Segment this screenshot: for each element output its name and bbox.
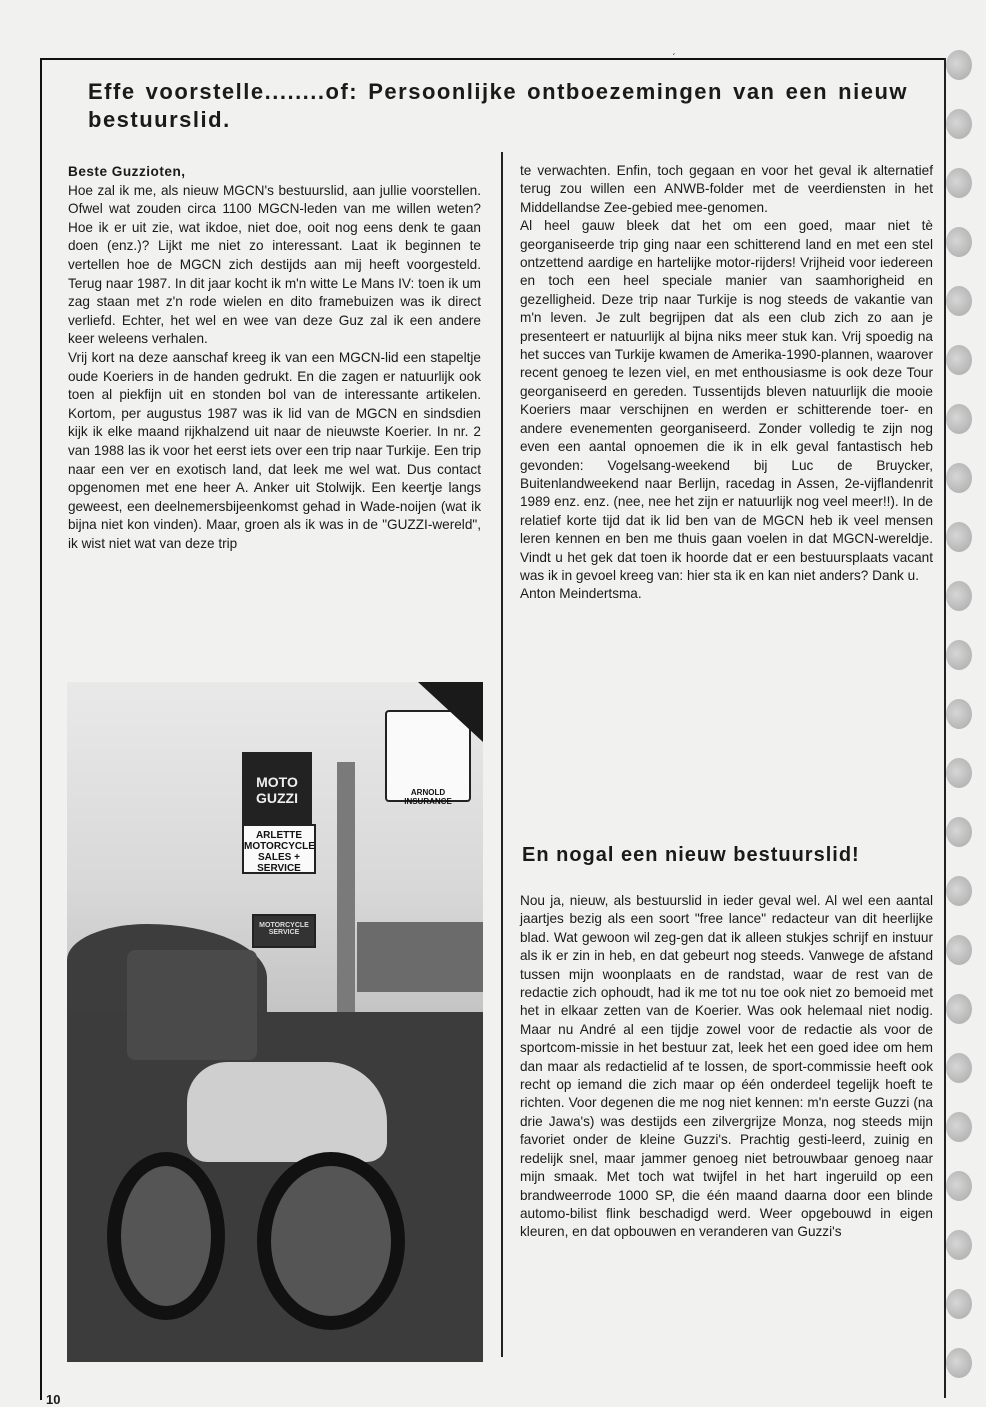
punch-hole: [946, 1230, 972, 1260]
article2-heading: En nogal een nieuw bestuurslid!: [522, 844, 860, 866]
punch-holes: [946, 50, 976, 1402]
punch-hole: [946, 1289, 972, 1319]
punch-hole: [946, 1112, 972, 1142]
article-title: Effe voorstelle........of: Persoonlijke ontboezemingen van een nieuw bestuurslid.: [88, 79, 908, 132]
article1-left-column: [68, 163, 481, 553]
photo-corner: [418, 682, 483, 742]
punch-hole: [946, 994, 972, 1024]
punch-hole: [946, 345, 972, 375]
moto-guzzi-sign: MOTO GUZZI: [242, 752, 312, 826]
column-divider: [501, 152, 503, 1357]
punch-hole: [946, 50, 972, 80]
paragraph: Hoe zal ik me, als nieuw MGCN's bestuurslid, aan jullie voorstellen. Ofwel wat zouden circa 1100 MGCN-leden van me willen weten? Hoe ik er uit zie, wat ikdoe, niet doe, ooit nog eens denk te gaan doen (enz.)? Lijkt me niet zo interessant. Laat ik beginnen te vertellen hoe de MGCN zich destijds aan mij heeft voorgesteld. Terug naar 1987. In dit jaar kocht ik m'n witte Le Mans IV: toen ik um zag staan met z'n rode wielen en dito framebuizen was ik direct verliefd. Echter, het wel en wee van deze Guz zal ik een andere keer weleens verhalen.: [68, 182, 481, 347]
punch-hole: [946, 817, 972, 847]
motorcycle-fairing: [187, 1062, 387, 1162]
insurance-sign: ARNOLD INSURANCE: [385, 710, 471, 802]
punch-hole: [946, 876, 972, 906]
front-wheel: [257, 1152, 405, 1330]
punch-hole: [946, 463, 972, 493]
punch-hole: [946, 522, 972, 552]
signature: Anton Meindertsma.: [520, 586, 642, 602]
service-sign: MOTORCYCLE SERVICE: [252, 914, 316, 948]
punch-hole: [946, 699, 972, 729]
greeting: Beste Guzzioten,: [68, 164, 186, 179]
building: [357, 922, 483, 992]
motorcycle-photo: [67, 682, 483, 1362]
punch-hole: [946, 286, 972, 316]
stray-mark: ˏ: [672, 45, 676, 56]
punch-hole: [946, 581, 972, 611]
punch-hole: [946, 640, 972, 670]
punch-hole: [946, 1348, 972, 1378]
punch-hole: [946, 1053, 972, 1083]
punch-hole: [946, 758, 972, 788]
paragraph: Nou ja, nieuw, als bestuurslid in ieder geval wel. Al wel een aantal jaartjes bezig als een soort "free lance" redacteur van dit heerlijke blad. Wat gewoon wil zeg-gen dat ik alleen stukjes schrijf en instuur als ik er zin in heb, en dat gebeurt nog steeds. Vanwege de afstand tussen mijn woonplaats en de randstad, waar de rest van de redactie zich ophoudt, had ik me tot nu toe ook niet zo bemoeid met het in elkaar zetten van de Koerier. Was ook helemaal niet nodig. Maar nu André al een tijdje zowel voor de redactie als voor de sportcom-missie in het bestuur zat, leek het een goed idee om hem dan maar als redactielid af te lossen, de sport-commissie heeft ook recht op iemand die zich maar op één onderdeel tegelijk hoeft te richten. Voor degenen die me nog niet kennen: m'n eerste Guzzi (na drie Jawa's) was destijds een zilvergrijze Monza, nog steeds mijn favoriet onder de kleine Guzzi's. Prachtig gesti-leerd, zuinig en redelijk snel, maar jammer genoeg niet betrouwbaar genoeg naar mijn smaak. Met toch wat twijfel in het hart ingeruild op een brandweerrode 1000 SP, die één maand daarna door een blinde automo-bilist flink beschadigd werd. Weer opgebouwd in eigen kleuren, en dat opbouwen en veranderen van Guzzi's: [520, 893, 933, 1240]
paragraph: Al heel gauw bleek dat het om een goed, maar niet tè georganiseerde trip ging naar een schitterend land en met een stel ontzettend aardige en hartelijke motor-rijders! Vrijheid voor iedereen en toch een heel speciale manier van saamhorigheid en gezelligheid. Deze trip naar Turkije is nog steeds de vakantie van m'n leven. Je zult begrijpen dat als een club zich zo aan je presenteert er natuurlijk al bijna niks meer stuk kan. Vrij spoedig na het succes van Turkije kwamen de Amerika-1990-plannen, waarover recent genoeg te lezen viel, en met enthousiasme is ook deze Tour georganiseerd en gereden. Tussentijds bleven natuurlijk die mooie Koeriers maar verschijnen en werden er schitterende toer- en andere evenementen georganiseerd. Zonder volledig te zijn nog even een aantal opnoemen die ik in elk geval fantastisch heb gevonden: Vogelsang-weekend bij Luc de Bruycker, Buitenlandweekend naar Berlijn, racedag in Assen, 2e-vijflandenrit 1989 enz. enz. (nee, nee het zijn er natuurlijk nog veel meer!!). In de relatief korte tijd dat ik lid ben van de MGCN heb ik veel mensen leren kennen en ben me thuis gaan voelen in dat MGCN-wereldje. Vindt u het gek dat toen ik hoorde dat er een bestuursplaats vacant was ik in gevoel kreeg van: hier sta ik en kan niet anders? Dank u.: [520, 218, 933, 583]
punch-hole: [946, 935, 972, 965]
punch-hole: [946, 1171, 972, 1201]
punch-hole: [946, 109, 972, 139]
paragraph: te verwachten. Enfin, toch gegaan en voor het geval ik alternatief terug zou willen een ANWB-folder met de veerdiensten in het Middellandse Zee-gebied mee-genomen.: [520, 163, 933, 215]
punch-hole: [946, 168, 972, 198]
page-number: 10: [46, 1392, 61, 1407]
punch-hole: [946, 227, 972, 257]
article2-column: [520, 892, 933, 1242]
arlette-sign: ARLETTE MOTORCYCLE SALES + SERVICE: [242, 824, 316, 874]
punch-hole: [946, 404, 972, 434]
article1-right-column: [520, 162, 933, 604]
motorcycle-topcase: [127, 950, 257, 1060]
rear-wheel: [107, 1152, 225, 1320]
paragraph: Vrij kort na deze aanschaf kreeg ik van een MGCN-lid een stapeltje oude Koeriers in de handen gedrukt. En die zagen er natuurlijk ook toen al piekfijn uit en stonden bol van de interessante artikelen. Kortom, per augustus 1987 was ik lid van de MGCN en sindsdien kijk ik elke maand rijkhalzend uit naar de nieuwste Koerier. In nr. 2 van 1988 las ik voor het eerst iets over een trip naar Turkije. Een trip naar een ver en exotisch land, dat leek me wel wat. Dus contact opgenomen met ene heer A. Anker uit Stolwijk. Een keertje langs geweest, een deelnemersbijeenkomst gehad in Wade-noijen (wat ik bijna niet kon vinden). Maar, groen als ik was in de "GUZZI-wereld", ik wist niet wat van deze trip: [68, 349, 481, 551]
